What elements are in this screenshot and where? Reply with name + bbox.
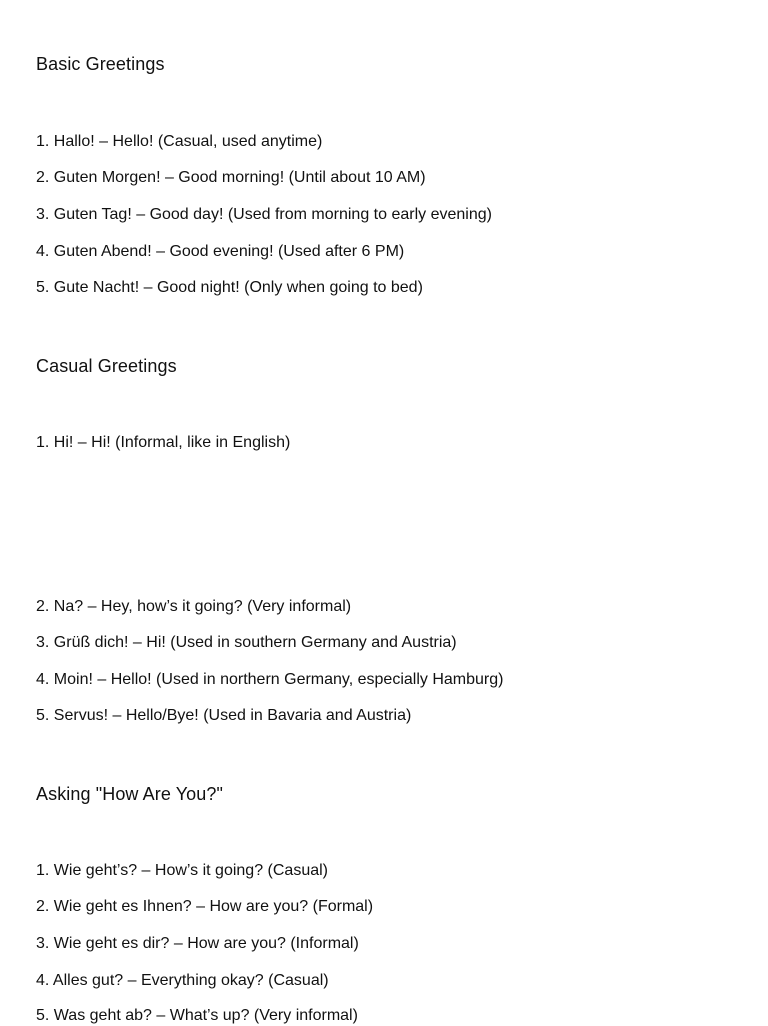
list-item: 4. Guten Abend! – Good evening! (Used after 6 PM) [36, 243, 405, 260]
list-item: 2. Guten Morgen! – Good morning! (Until about 10 AM) [36, 169, 426, 186]
list-item: 3. Wie geht es dir? – How are you? (Informal) [36, 935, 359, 952]
list-item: 5. Gute Nacht! – Good night! (Only when going to bed) [36, 279, 423, 296]
list-item: 4. Moin! – Hello! (Used in northern Germany, especially Hamburg) [36, 671, 504, 688]
list-item: 2. Na? – Hey, how’s it going? (Very informal) [36, 598, 352, 615]
list-item: 1. Hi! – Hi! (Informal, like in English) [36, 434, 291, 451]
list-item: 5. Servus! – Hello/Bye! (Used in Bavaria and Austria) [36, 707, 412, 724]
list-item: 2. Wie geht es Ihnen? – How are you? (Formal) [36, 898, 374, 915]
section-heading-casual-greetings: Casual Greetings [36, 356, 177, 376]
list-item: 5. Was geht ab? – What’s up? (Very informal) [36, 1007, 358, 1024]
list-item: 4. Alles gut? – Everything okay? (Casual) [36, 972, 329, 989]
list-item: 1. Hallo! – Hello! (Casual, used anytime) [36, 133, 323, 150]
list-item: 3. Grüß dich! – Hi! (Used in southern Germany and Austria) [36, 634, 457, 651]
section-heading-basic-greetings: Basic Greetings [36, 54, 165, 74]
list-item: 3. Guten Tag! – Good day! (Used from morning to early evening) [36, 206, 492, 223]
list-item: 1. Wie geht’s? – How’s it going? (Casual) [36, 862, 328, 879]
section-heading-how-are-you: Asking "How Are You?" [36, 784, 223, 804]
